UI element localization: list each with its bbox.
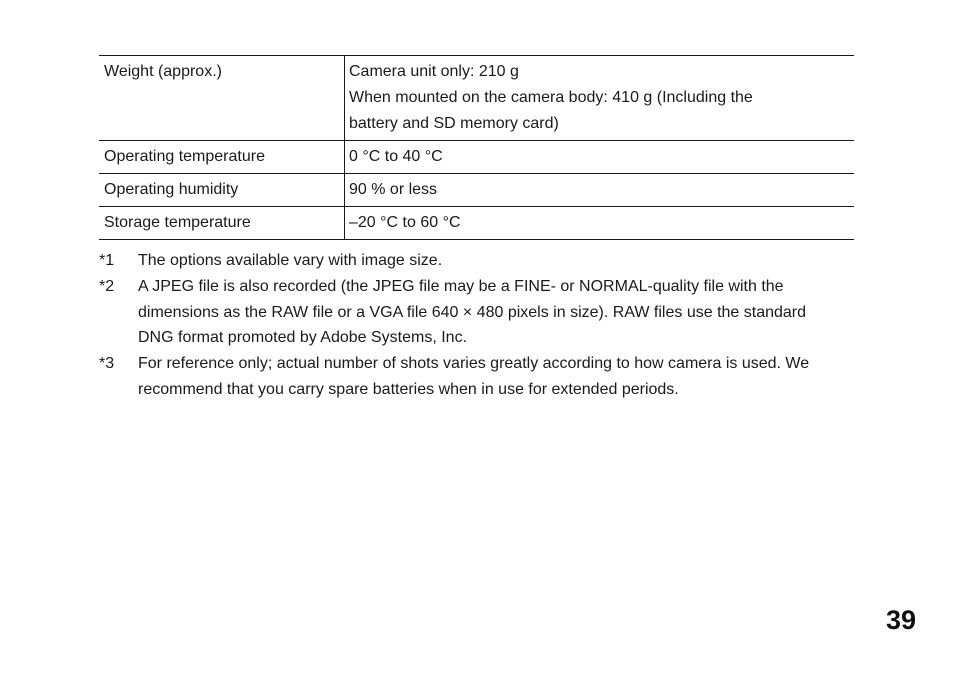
spec-label-operating-humidity: Operating humidity — [99, 174, 345, 207]
footnote-3 — [99, 351, 839, 403]
spec-value-line: When mounted on the camera body: 410 g (Including the — [349, 89, 753, 106]
specifications-table — [99, 55, 854, 240]
spec-label-operating-temperature: Operating temperature — [99, 141, 345, 174]
footnote-marker: *2 — [99, 277, 115, 295]
footnote-text: A JPEG file is also recorded (the JPEG file may be a FINE- or NORMAL-quality file with the dimensions as the RAW file or a VGA file 640 × 480 pixels in size). RAW files use the standard DNG format promoted by Adobe Systems, Inc. — [138, 277, 807, 347]
table-row — [99, 56, 854, 141]
spec-value-storage-temperature — [345, 207, 855, 240]
spec-value-line: –20 °C to 60 °C — [349, 214, 461, 231]
spec-value-line: 90 % or less — [349, 181, 438, 198]
spec-value-line: 0 °C to 40 °C — [349, 148, 443, 165]
footnote-marker: *1 — [99, 252, 115, 269]
spec-label-weight: Weight (approx.) — [99, 56, 345, 141]
footnote-marker: *3 — [99, 355, 115, 373]
footnote-text: For reference only; actual number of shots varies greatly according to how camera is used. We recommend that you carry spare batteries when in use for extended periods. — [138, 355, 810, 398]
spec-value-operating-humidity — [345, 174, 855, 207]
table-row — [99, 174, 854, 207]
page-number: 39 — [885, 605, 916, 635]
spec-label-storage-temperature: Storage temperature — [99, 207, 345, 240]
spec-value-weight — [345, 56, 855, 141]
spec-value-line: battery and SD memory card) — [349, 115, 559, 132]
spec-value-line: Camera unit only: 210 g — [349, 63, 519, 80]
footnote-text: The options available vary with image size. — [138, 252, 443, 269]
spec-value-operating-temperature — [345, 141, 855, 174]
table-row — [99, 141, 854, 174]
table-row — [99, 207, 854, 240]
footnotes — [99, 248, 839, 403]
footnote-1 — [99, 248, 839, 274]
footnote-2 — [99, 274, 839, 351]
